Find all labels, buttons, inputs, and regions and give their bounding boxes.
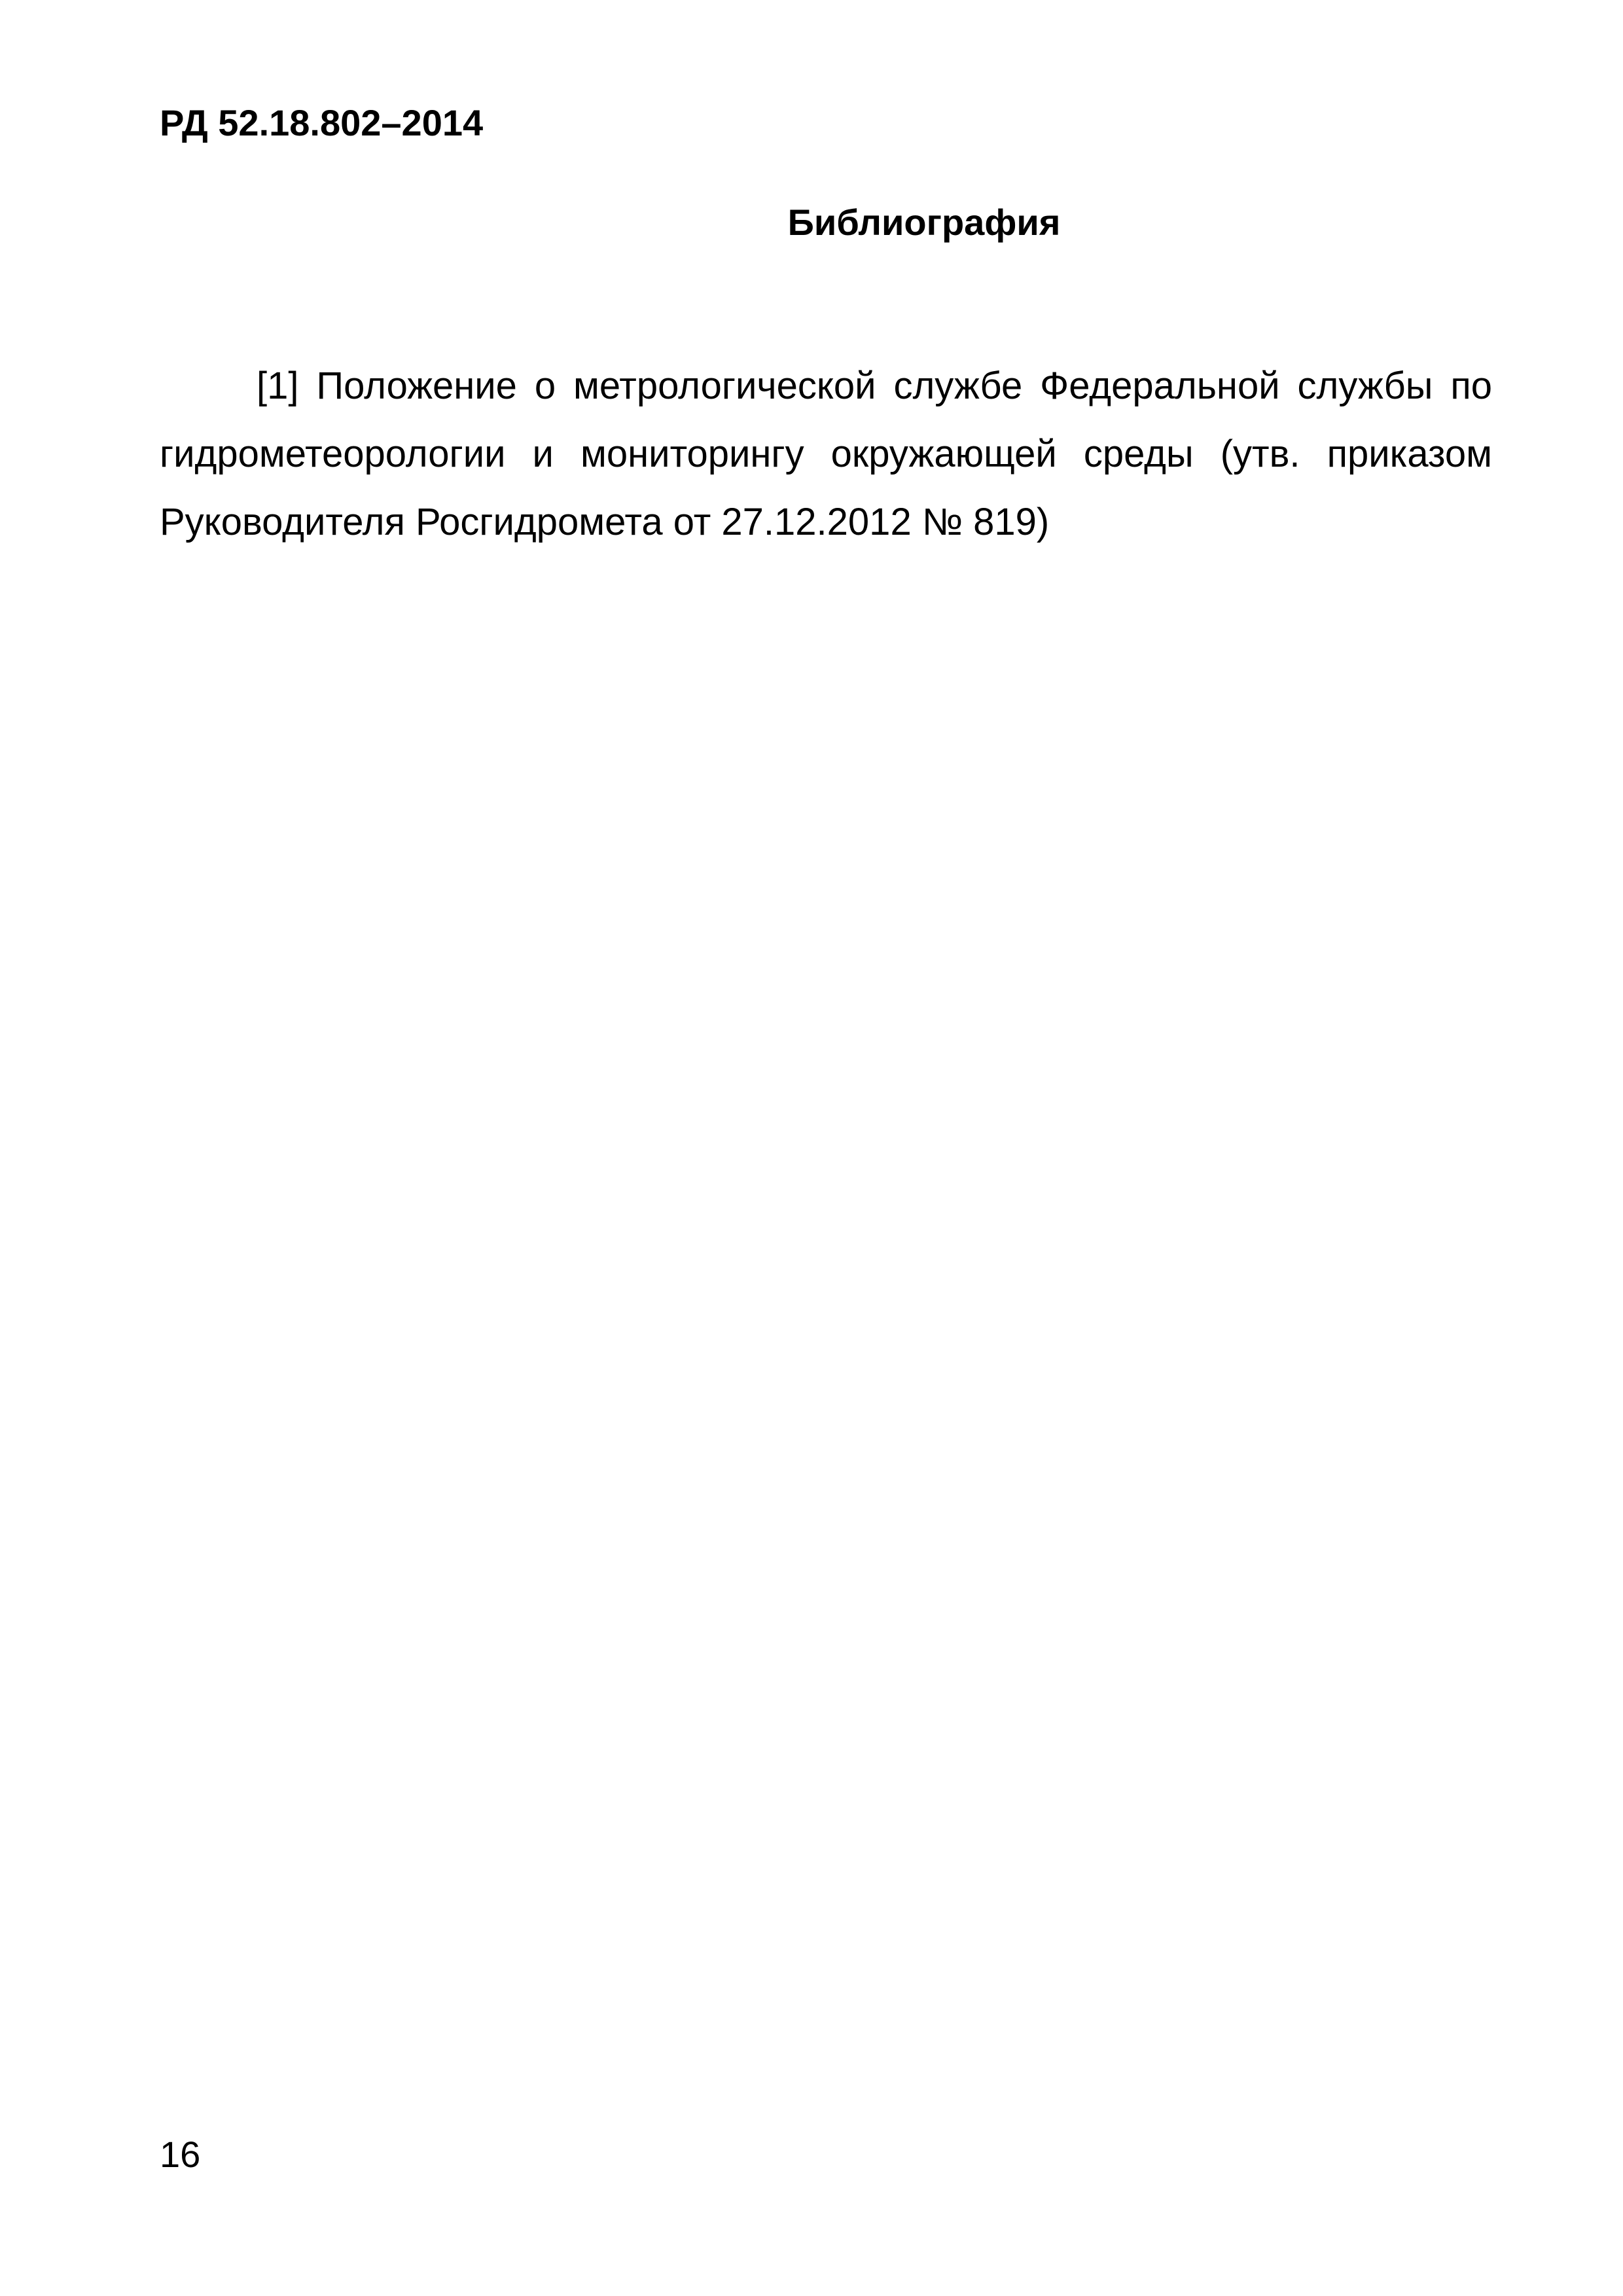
- page-number: 16: [160, 2134, 201, 2175]
- document-code: РД 52.18.802–2014: [160, 102, 484, 143]
- section-title: Библиография: [787, 202, 1061, 243]
- bibliography-entry: [1] Положение о метрологической службе Федеральной службы по гидрометеорологии и мониторингу окружающей среды (утв. приказом Руководителя Росгидромета от 27.12.2012 № 819): [160, 365, 1492, 543]
